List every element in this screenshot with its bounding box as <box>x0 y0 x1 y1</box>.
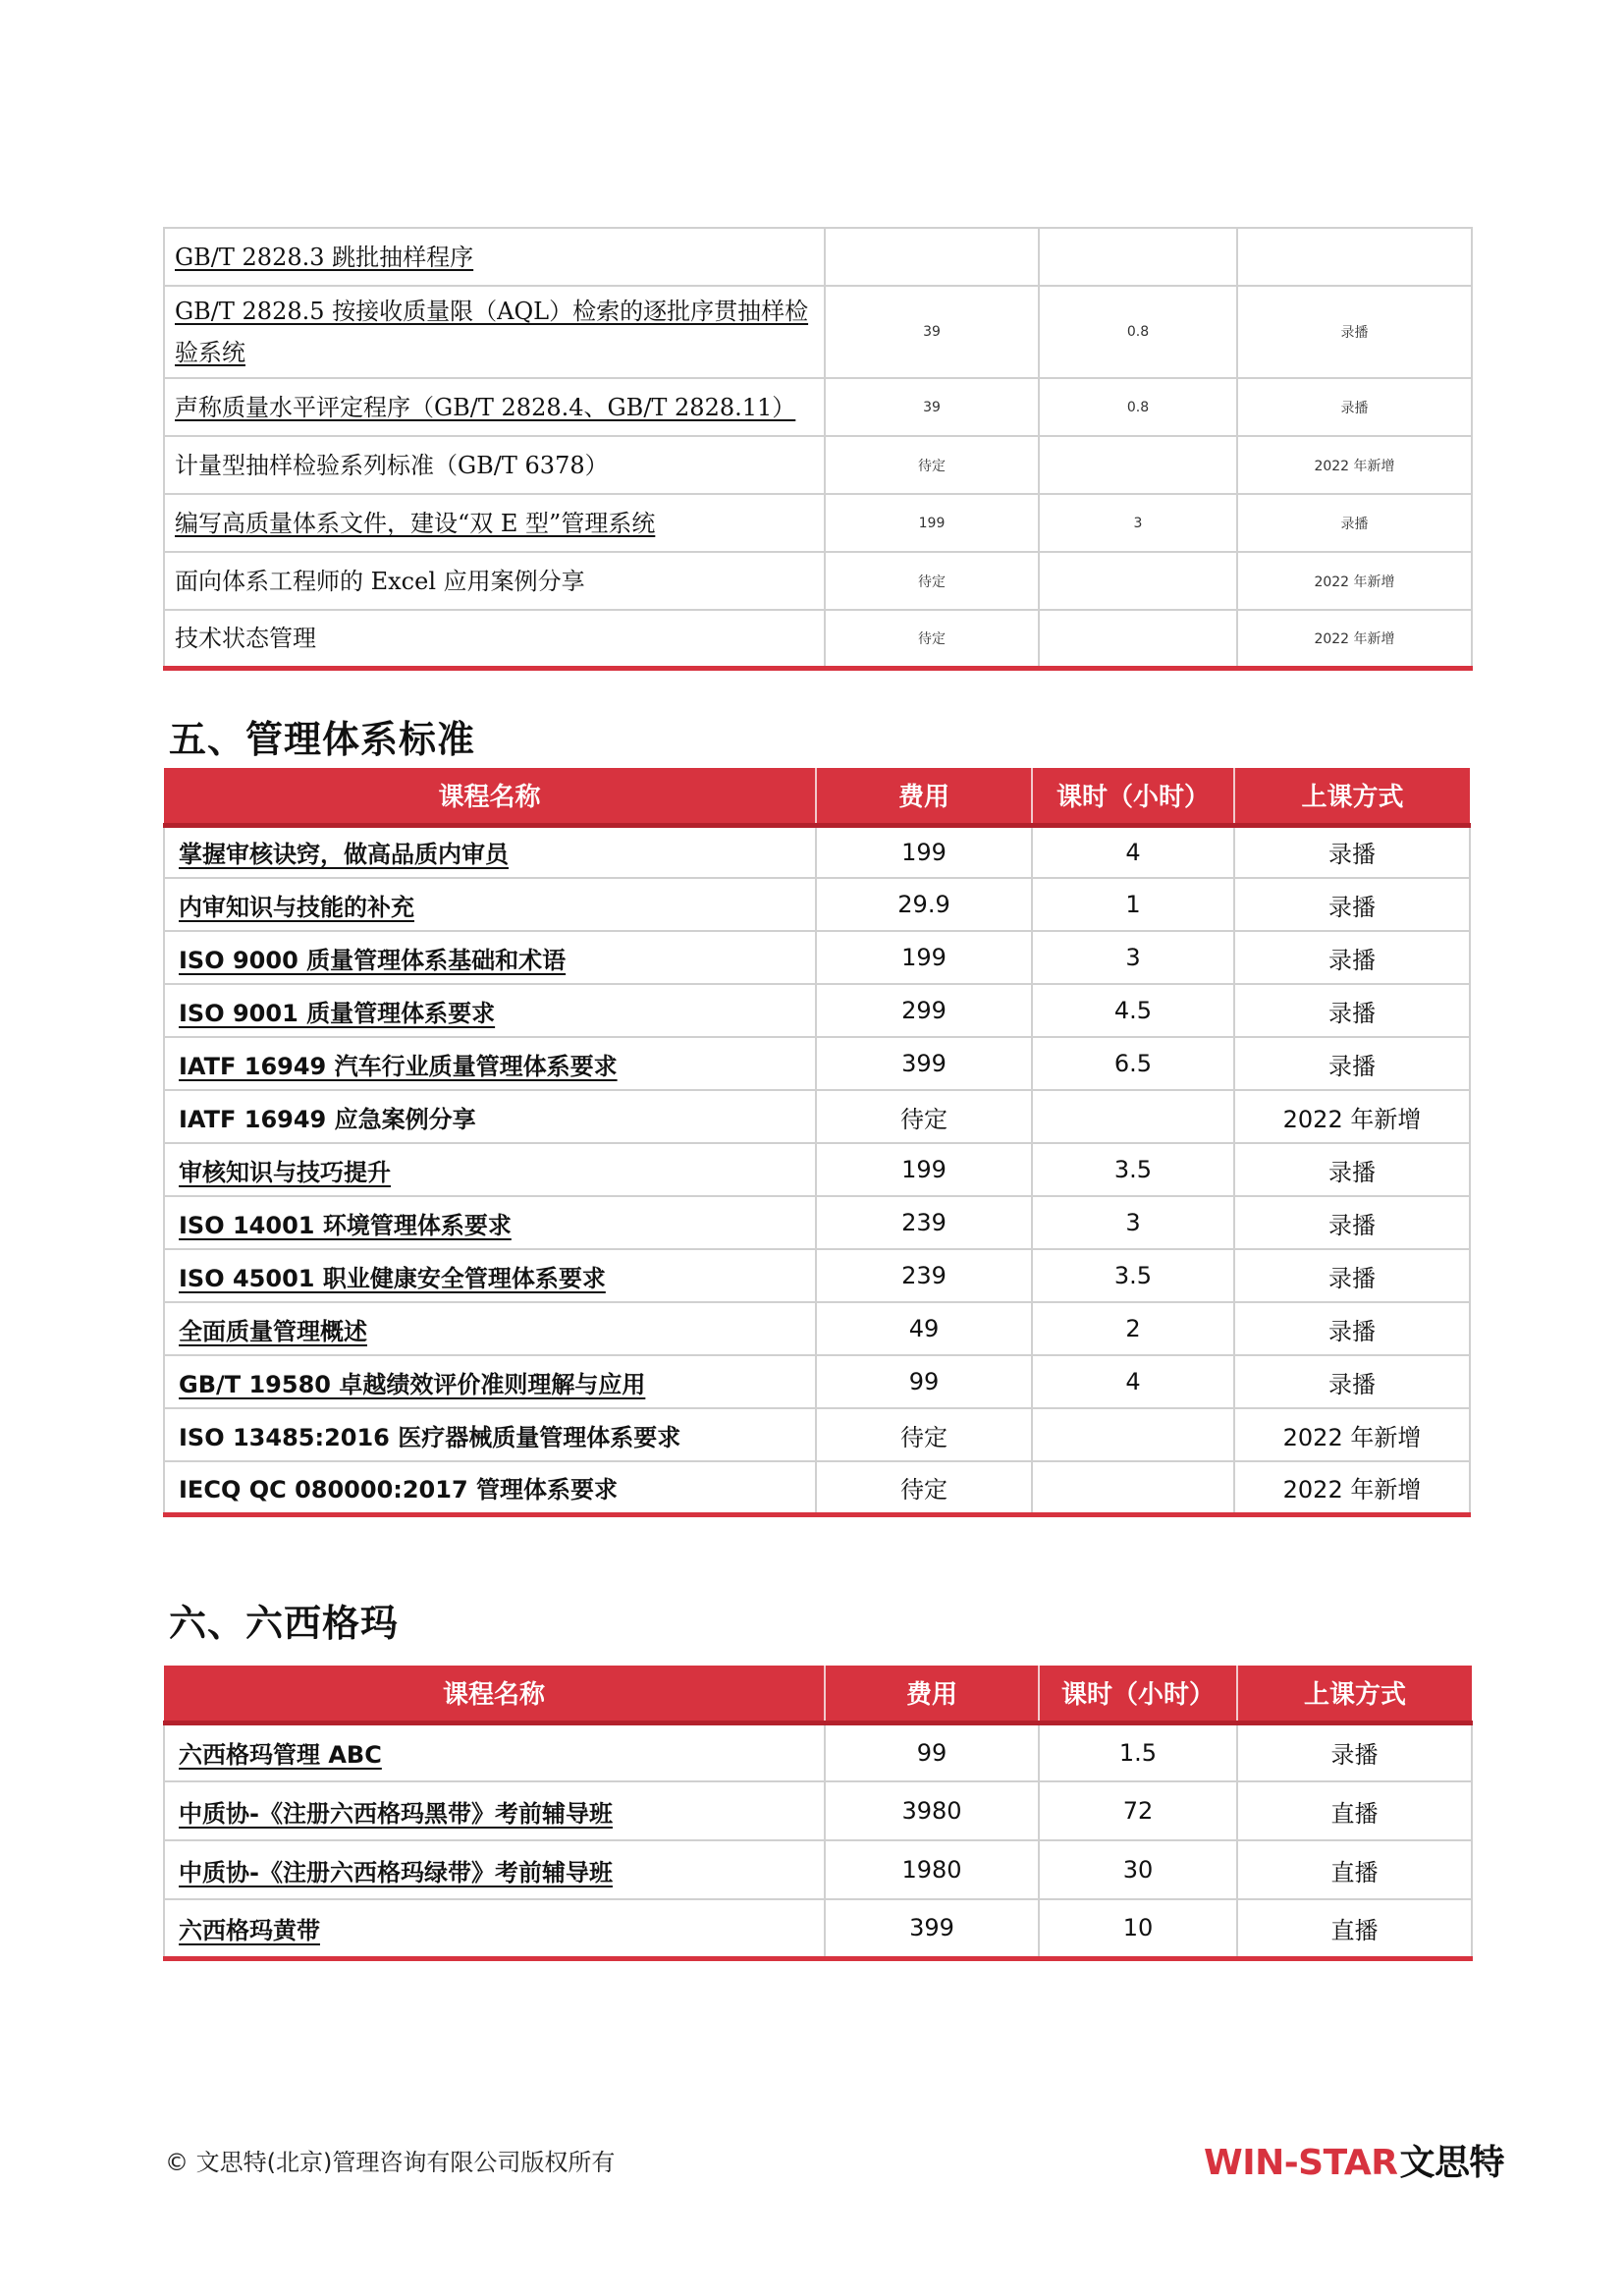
course-fee: 199 <box>816 1143 1032 1196</box>
course-hours: 1.5 <box>1039 1722 1237 1781</box>
course-mode: 录播 <box>1234 825 1470 878</box>
course-mode: 录播 <box>1234 1249 1470 1302</box>
table-row <box>164 436 1472 494</box>
course-name-cell <box>164 552 825 610</box>
course-mode: 录播 <box>1234 878 1470 931</box>
course-name: IECQ QC 080000:2017 管理体系要求 <box>179 1475 619 1503</box>
course-hours: 2 <box>1032 1302 1234 1355</box>
table-row <box>164 1461 1470 1514</box>
course-fee: 39 <box>825 286 1039 378</box>
course-mode: 2022 年新增 <box>1237 610 1472 668</box>
table-row <box>164 1249 1470 1302</box>
course-table-body <box>164 228 1472 668</box>
course-link[interactable]: 中质协-《注册六西格玛黑带》考前辅导班 <box>179 1799 613 1828</box>
course-name-link-cell[interactable] <box>164 286 825 378</box>
table-row <box>164 931 1470 984</box>
course-mode: 录播 <box>1234 1302 1470 1355</box>
course-fee: 199 <box>825 494 1039 552</box>
course-mode: 2022 年新增 <box>1237 436 1472 494</box>
course-name: 技术状态管理 <box>175 624 316 652</box>
course-mode: 录播 <box>1234 1037 1470 1090</box>
course-fee: 399 <box>816 1037 1032 1090</box>
course-fee: 99 <box>825 1722 1039 1781</box>
course-mode: 直播 <box>1237 1781 1472 1840</box>
course-name-link-cell[interactable] <box>164 378 825 436</box>
course-mode: 录播 <box>1234 931 1470 984</box>
table-row <box>164 228 1472 286</box>
course-link[interactable]: GB/T 19580 卓越绩效评价准则理解与应用 <box>179 1370 646 1398</box>
course-fee: 399 <box>825 1899 1039 1958</box>
course-link[interactable]: 审核知识与技巧提升 <box>179 1158 391 1186</box>
course-table-management-systems <box>163 768 1471 1517</box>
table-row <box>164 1840 1472 1899</box>
course-name-link-cell[interactable] <box>164 1840 825 1899</box>
course-mode: 录播 <box>1234 984 1470 1037</box>
course-fee: 待定 <box>816 1408 1032 1461</box>
course-name-link-cell[interactable] <box>164 984 816 1037</box>
table-row <box>164 1408 1470 1461</box>
course-link[interactable]: 六西格玛管理 ABC <box>179 1741 382 1770</box>
table-row <box>164 1899 1472 1958</box>
course-link[interactable]: 声称质量水平评定程序（GB/T 2828.4、GB/T 2828.11） <box>175 393 796 421</box>
table-row <box>164 1037 1470 1090</box>
table-row <box>164 378 1472 436</box>
course-table-sampling <box>163 227 1473 671</box>
course-hours: 4 <box>1032 825 1234 878</box>
course-link[interactable]: ISO 9001 质量管理体系要求 <box>179 999 496 1027</box>
course-hours: 4.5 <box>1032 984 1234 1037</box>
column-header-course-name: 课程名称 <box>164 1666 825 1722</box>
course-hours: 3.5 <box>1032 1143 1234 1196</box>
column-header-hours: 课时（小时） <box>1032 768 1234 825</box>
course-name-cell <box>164 610 825 668</box>
course-mode: 录播 <box>1237 378 1472 436</box>
course-mode: 2022 年新增 <box>1234 1461 1470 1514</box>
course-fee: 3980 <box>825 1781 1039 1840</box>
table-row <box>164 1143 1470 1196</box>
section-title-management-systems: 五、管理体系标准 <box>169 718 476 761</box>
section-title-six-sigma: 六、六西格玛 <box>169 1602 400 1645</box>
course-name: 面向体系工程师的 Excel 应用案例分享 <box>175 567 585 595</box>
course-mode: 直播 <box>1237 1840 1472 1899</box>
course-mode: 2022 年新增 <box>1234 1408 1470 1461</box>
course-hours: 3 <box>1032 1196 1234 1249</box>
course-name-cell <box>164 1408 816 1461</box>
course-link[interactable]: 中质协-《注册六西格玛绿带》考前辅导班 <box>179 1858 613 1886</box>
course-fee: 239 <box>816 1249 1032 1302</box>
course-hours <box>1039 436 1237 494</box>
course-link[interactable]: 内审知识与技能的补充 <box>179 893 414 921</box>
course-name-link-cell[interactable] <box>164 1143 816 1196</box>
course-hours <box>1032 1090 1234 1143</box>
course-name: 计量型抽样检验系列标准（GB/T 6378） <box>175 451 609 479</box>
course-fee: 239 <box>816 1196 1032 1249</box>
course-fee: 199 <box>816 931 1032 984</box>
course-name: ISO 13485:2016 医疗器械质量管理体系要求 <box>179 1423 681 1451</box>
course-fee <box>825 228 1039 286</box>
table-row <box>164 1196 1470 1249</box>
column-header-fee: 费用 <box>816 768 1032 825</box>
course-mode: 录播 <box>1237 494 1472 552</box>
course-fee: 39 <box>825 378 1039 436</box>
course-hours: 4 <box>1032 1355 1234 1408</box>
course-name: IATF 16949 应急案例分享 <box>179 1105 476 1133</box>
course-mode: 录播 <box>1237 1722 1472 1781</box>
course-link[interactable]: 全面质量管理概述 <box>179 1317 367 1345</box>
course-fee: 待定 <box>825 436 1039 494</box>
column-header-mode: 上课方式 <box>1237 1666 1472 1722</box>
course-hours: 1 <box>1032 878 1234 931</box>
course-hours: 72 <box>1039 1781 1237 1840</box>
course-name-link-cell[interactable] <box>164 1899 825 1958</box>
course-name-cell <box>164 1461 816 1514</box>
course-name-link-cell[interactable] <box>164 825 816 878</box>
column-header-mode: 上课方式 <box>1234 768 1470 825</box>
course-link[interactable]: GB/T 2828.5 按接收质量限（AQL）检索的逐批序贯抽样检验系统 <box>175 298 809 366</box>
course-fee: 待定 <box>825 610 1039 668</box>
course-fee: 199 <box>816 825 1032 878</box>
course-hours: 3 <box>1032 931 1234 984</box>
footer-copyright: © 文思特(北京)管理咨询有限公司版权所有 <box>165 2149 616 2176</box>
course-hours <box>1039 552 1237 610</box>
table-row <box>164 825 1470 878</box>
table-row <box>164 1302 1470 1355</box>
table-row <box>164 1781 1472 1840</box>
course-fee: 1980 <box>825 1840 1039 1899</box>
course-name-link-cell[interactable] <box>164 1037 816 1090</box>
course-mode: 录播 <box>1234 1143 1470 1196</box>
course-link[interactable]: ISO 9000 质量管理体系基础和术语 <box>179 946 567 974</box>
table-row <box>164 1355 1470 1408</box>
course-hours: 6.5 <box>1032 1037 1234 1090</box>
table-header-row <box>164 1666 1472 1722</box>
table-row <box>164 286 1472 378</box>
course-table-body <box>164 1722 1472 1958</box>
column-header-hours: 课时（小时） <box>1039 1666 1237 1722</box>
brand-logo-en: WIN-STAR <box>1204 2143 1398 2183</box>
course-fee: 99 <box>816 1355 1032 1408</box>
course-link[interactable]: GB/T 2828.3 跳批抽样程序 <box>175 243 474 271</box>
table-row <box>164 552 1472 610</box>
course-hours <box>1032 1408 1234 1461</box>
course-hours <box>1039 610 1237 668</box>
course-mode: 录播 <box>1234 1355 1470 1408</box>
course-hours <box>1039 228 1237 286</box>
course-fee: 49 <box>816 1302 1032 1355</box>
course-hours: 30 <box>1039 1840 1237 1899</box>
course-fee: 299 <box>816 984 1032 1037</box>
table-header-row <box>164 768 1470 825</box>
course-name-link-cell[interactable] <box>164 878 816 931</box>
course-hours: 3 <box>1039 494 1237 552</box>
course-hours: 3.5 <box>1032 1249 1234 1302</box>
course-mode: 录播 <box>1234 1196 1470 1249</box>
course-fee: 待定 <box>825 552 1039 610</box>
course-mode <box>1237 228 1472 286</box>
course-mode: 录播 <box>1237 286 1472 378</box>
course-fee: 待定 <box>816 1090 1032 1143</box>
course-name-link-cell[interactable] <box>164 494 825 552</box>
course-name-link-cell[interactable] <box>164 931 816 984</box>
course-name-cell <box>164 436 825 494</box>
course-hours: 0.8 <box>1039 286 1237 378</box>
table-row <box>164 878 1470 931</box>
course-name-link-cell[interactable] <box>164 1302 816 1355</box>
course-name-link-cell[interactable] <box>164 1722 825 1781</box>
brand-logo-cn: 文思特 <box>1399 2143 1504 2183</box>
course-link[interactable]: ISO 45001 职业健康安全管理体系要求 <box>179 1264 606 1292</box>
course-link[interactable]: 六西格玛黄带 <box>179 1916 320 1944</box>
column-header-course-name: 课程名称 <box>164 768 816 825</box>
course-mode: 2022 年新增 <box>1234 1090 1470 1143</box>
brand-logo <box>1204 2135 1504 2185</box>
course-name-cell <box>164 1090 816 1143</box>
table-row <box>164 494 1472 552</box>
course-link[interactable]: 编写高质量体系文件，建设“双 E 型”管理系统 <box>175 509 656 537</box>
course-name-link-cell[interactable] <box>164 1196 816 1249</box>
table-row <box>164 1722 1472 1781</box>
course-table-six-sigma <box>163 1666 1473 1961</box>
column-header-fee: 费用 <box>825 1666 1039 1722</box>
course-hours: 0.8 <box>1039 378 1237 436</box>
course-link[interactable]: 掌握审核诀窍，做高品质内审员 <box>179 841 509 869</box>
course-name-link-cell[interactable] <box>164 1249 816 1302</box>
course-name-link-cell[interactable] <box>164 1355 816 1408</box>
course-name-link-cell[interactable] <box>164 228 825 286</box>
course-link[interactable]: IATF 16949 汽车行业质量管理体系要求 <box>179 1052 618 1080</box>
course-table-body <box>164 825 1470 1514</box>
course-mode: 直播 <box>1237 1899 1472 1958</box>
course-hours: 10 <box>1039 1899 1237 1958</box>
course-name-link-cell[interactable] <box>164 1781 825 1840</box>
course-hours <box>1032 1461 1234 1514</box>
course-fee: 29.9 <box>816 878 1032 931</box>
table-row <box>164 1090 1470 1143</box>
table-row <box>164 610 1472 668</box>
course-mode: 2022 年新增 <box>1237 552 1472 610</box>
table-row <box>164 984 1470 1037</box>
course-link[interactable]: ISO 14001 环境管理体系要求 <box>179 1211 512 1239</box>
course-fee: 待定 <box>816 1461 1032 1514</box>
